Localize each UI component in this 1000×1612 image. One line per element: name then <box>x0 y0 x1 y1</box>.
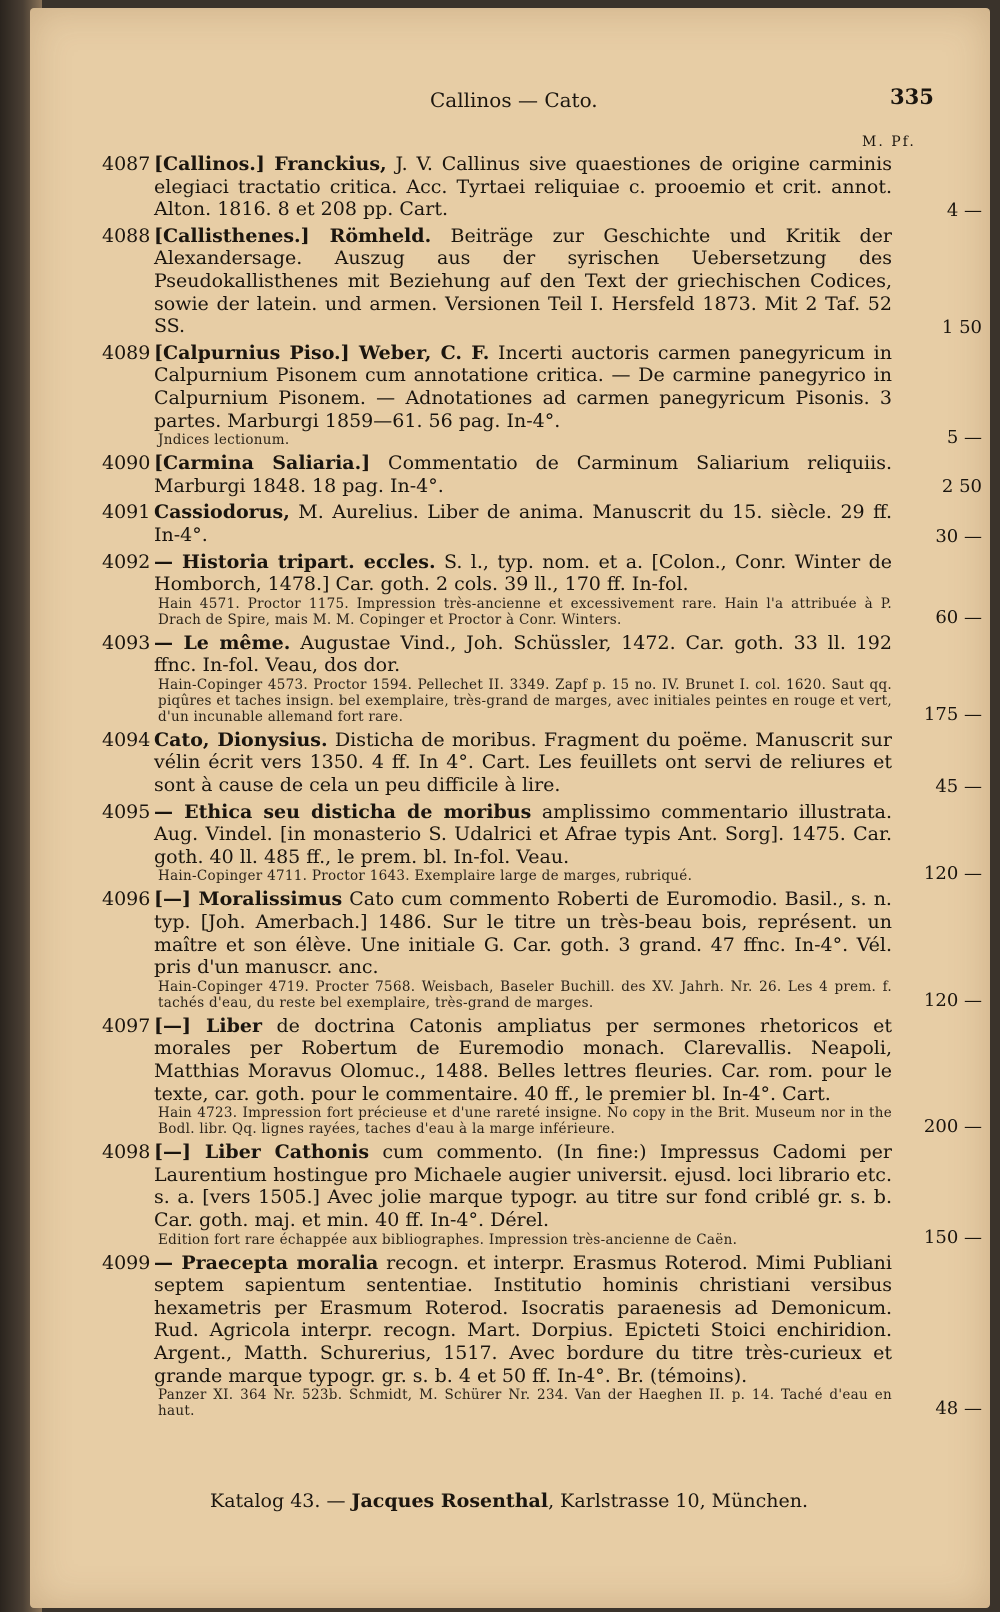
entry-heading: [Carmina Saliaria.] <box>154 452 371 475</box>
entry-number: 4091 <box>102 501 151 524</box>
entry-number: 4098 <box>102 1141 151 1164</box>
entry-text: Beiträge zur Geschichte und Kritik der Alexandersage. Auszug aus der syrischen Uebersetzung des Pseudokallisthenes mit Beziehung auf den Text der griechischen Codices, sowie der latein. und armen. Versionen Teil I. Hersfeld 1873. Mit 2 Taf. 52 SS. <box>154 224 893 338</box>
entry-price: 60 — <box>935 606 982 628</box>
entry-note: Hain 4571. Proctor 1175. Impression très-ancienne et excessivement rare. Hain l'a attribuée à P. Drach de Spire, mais M. M. Copinger et Proctor à Conr. Winters. <box>158 595 892 628</box>
entry-price: 120 — <box>923 989 982 1011</box>
entry-body <box>154 153 892 221</box>
entry-price: 4 — <box>946 199 982 221</box>
entry-text: cum commento. (In fine:) Impressus Cadomi per Laurentium hostingue pro Michaele augier universit. ejusd. loci librario etc. s. a. [vers 1505.] Avec jolie marque typogr. au titre sur fond criblé gr. s. b. Car. goth. maj. et min. 40 ff. In-4°. Dérel. <box>154 1141 892 1231</box>
entry-text: de doctrina Catonis ampliatus per sermones rhetoricos et morales per Robertum de Euremodio monach. Clarevallis. Neapoli, Matthias Moravus Olomuc., 1488. Belles lettres fleuries. Car. rom. pour le texte, car. goth. pour le commentaire. 40 ff., le premier bl. In-4°. Cart. <box>154 1014 893 1105</box>
entry-text: Disticha de moribus. Fragment du poëme. Manuscrit sur vélin écrit vers 1350. 4 ff. In 4°. Cart. Les feuillets ont servi de reliures et sont à cause de cela un peu difficile à lire. <box>154 728 893 797</box>
entry-body <box>154 342 892 432</box>
entry-heading: [Calpurnius Piso.] Weber, C. F. <box>154 341 490 364</box>
entry-price: 30 — <box>935 525 982 547</box>
footer-address: , Karlstrasse 10, München. <box>548 1490 808 1512</box>
entry-heading: [Callisthenes.] Römheld. <box>154 224 432 247</box>
entry-body <box>154 1015 892 1105</box>
entry-text: J. V. Callinus sive quaestiones de origine carminis elegiaci tractatio critica. Acc. Tyrtaei reliquiae c. prooemio et crit. annot. Alton. 1816. 8 et 208 pp. Cart. <box>154 153 892 221</box>
entry-body <box>154 729 892 797</box>
entry-note: Jndices lectionum. <box>158 432 290 449</box>
page-footer <box>210 1490 808 1512</box>
entry-number: 4088 <box>102 224 151 247</box>
catalog-page <box>30 8 990 1608</box>
entry-price: 200 — <box>923 1116 982 1138</box>
catalog-entry <box>102 1014 982 1138</box>
entry-price: 48 — <box>935 1398 982 1420</box>
entry-body <box>154 888 892 978</box>
entry-note: Hain-Copinger 4719. Procter 7568. Weisbach, Baseler Buchill. des XV. Jahrh. Nr. 26. Les 4 prem. f. tachés d'eau, du reste bel exemplaire, très-grand de marges. <box>158 978 892 1011</box>
entry-text: Cato cum commento Roberti de Euromodio. Basil., s. n. typ. [Joh. Amerbach.] 1486. Sur le titre un très-beau bois, représent. un maître et son élève. Une initiale G. Car. goth. 3 grand. 47 ffnc. In-4°. Vél. pris d'un manuscr. anc. <box>154 888 892 979</box>
entry-heading: Cassiodorus, <box>154 501 290 524</box>
entry-number: 4094 <box>102 728 151 751</box>
entry-price: 175 — <box>923 703 982 725</box>
catalog-entries <box>102 153 982 1423</box>
catalog-entry <box>102 501 982 547</box>
entry-number: 4092 <box>102 550 151 573</box>
entry-text: amplissimo commentario illustrata. Aug. Vindel. [in monasterio S. Udalrici et Afrae typis Ant. Sorg]. 1475. Car. goth. 40 ll. 485 ff., le prem. bl. In-fol. Veau. <box>154 800 893 868</box>
entry-body <box>154 1252 892 1388</box>
page-number: 335 <box>890 84 934 109</box>
entry-number: 4089 <box>102 341 151 364</box>
entry-note: Panzer XI. 364 Nr. 523b. Schmidt, M. Schürer Nr. 234. Van der Haeghen II. p. 14. Taché d'eau en haut. <box>158 1387 892 1420</box>
entry-price: 2 50 <box>941 476 982 498</box>
price-column-head: M. Pf. <box>862 134 916 150</box>
catalog-entry <box>102 888 982 1011</box>
entry-number: 4093 <box>102 631 151 654</box>
entry-body <box>154 452 892 497</box>
entry-heading: Cato, Dionysius. <box>154 728 328 751</box>
entry-price: 120 — <box>923 863 982 885</box>
entry-note: Edition fort rare échappée aux bibliographes. Impression très-ancienne de Caën. <box>158 1231 738 1248</box>
entry-number: 4097 <box>102 1014 151 1037</box>
catalog-entry <box>102 1251 982 1420</box>
entry-note: Hain 4723. Impression fort précieuse et d'une rareté insigne. No copy in the Brit. Museum nor in the Bodl. libr. Qq. lignes rayées, taches d'eau à la marge inférieure. <box>158 1105 892 1138</box>
catalog-entry <box>102 153 982 221</box>
entry-body <box>154 225 892 338</box>
catalog-entry <box>102 728 982 797</box>
entry-text: Augustae Vind., Joh. Schüssler, 1472. Car. goth. 33 ll. 192 ffnc. In-fol. Veau, dos dor. <box>154 631 892 677</box>
entry-note: Hain-Copinger 4573. Proctor 1594. Pellechet II. 3349. Zapf p. 15 no. IV. Brunet I. col. 1620. Saut qq. piqûres et taches insign. bel exemplaire, très-grand de marges, avec initiales peintes en rouge et vert, d'un incunable allemand fort rare. <box>158 676 892 725</box>
entry-heading: [—] Liber Cathonis <box>154 1141 370 1164</box>
catalog-entry <box>102 800 982 885</box>
entry-price: 45 — <box>935 775 982 797</box>
entry-heading: — Le même. <box>154 631 291 654</box>
entry-body <box>154 551 892 596</box>
entry-body <box>154 801 892 869</box>
entry-text: M. Aurelius. Liber de anima. Manuscrit du 15. siècle. 29 ff. In-4°. <box>154 501 892 546</box>
entry-body <box>154 501 892 546</box>
entry-heading: — Ethica seu disticha de moribus <box>154 800 532 823</box>
catalog-entry <box>102 341 982 449</box>
catalog-entry <box>102 631 982 725</box>
entry-heading: [—] Liber <box>154 1014 262 1037</box>
entry-heading: — Historia tripart. eccles. <box>154 550 436 573</box>
footer-catalog: Katalog 43. — <box>210 1490 352 1512</box>
entry-heading: [—] Moralissimus <box>154 888 343 911</box>
entry-price: 5 — <box>946 427 982 449</box>
entry-body <box>154 632 892 677</box>
entry-price: 1 50 <box>941 316 982 338</box>
catalog-entry <box>102 550 982 628</box>
entry-number: 4087 <box>102 153 151 175</box>
footer-firm: Jacques Rosenthal <box>351 1490 549 1512</box>
entry-number: 4096 <box>102 888 151 911</box>
entry-text: S. l., typ. nom. et a. [Colon., Conr. Winter de Homborch, 1478.] Car. goth. 2 cols. 39 ll., 170 ff. In-fol. <box>154 550 893 596</box>
catalog-entry <box>102 452 982 498</box>
entry-note: Hain-Copinger 4711. Proctor 1643. Exemplaire large de marges, rubriqué. <box>158 868 693 885</box>
entry-text: recogn. et interpr. Erasmus Roterod. Mimi Publiani septem sapientum sententiae. Institutio hominis christiani versibus hexametris per Erasmum Roterod. Isocratis paraenesis ad Demonicum. Rud. Agricola interpr. recogn. Mart. Dorpius. Epicteti Stoici enchiridion. Argent., Matth. Schurerius, 1517. Avec bordure du titre très-curieux et grande marque typogr. gr. s. b. 4 et 50 ff. In-4°. Br. (témoins). <box>154 1251 892 1387</box>
entry-heading: [Callinos.] Franckius, <box>154 153 387 175</box>
entry-body <box>154 1141 892 1231</box>
entry-text: Commentatio de Carminum Saliarium reliquiis. Marburgi 1848. 18 pag. In-4°. <box>154 452 892 497</box>
catalog-entry <box>102 224 982 338</box>
entry-number: 4090 <box>102 452 151 475</box>
entry-number: 4099 <box>102 1251 151 1274</box>
entry-number: 4095 <box>102 800 151 823</box>
entry-heading: — Praecepta moralia <box>154 1251 379 1274</box>
catalog-entry <box>102 1141 982 1248</box>
running-header: Callinos — Cato. <box>430 88 598 112</box>
entry-text: Incerti auctoris carmen panegyricum in Calpurnium Pisonem cum annotatione critica. — De carmine panegyrico in Calpurnium Pisonem. — Adnotationes ad carmen panegyricum Pisonis. 3 partes. Marburgi 1859—61. 56 pag. In-4°. <box>154 341 892 432</box>
entry-price: 150 — <box>923 1226 982 1248</box>
